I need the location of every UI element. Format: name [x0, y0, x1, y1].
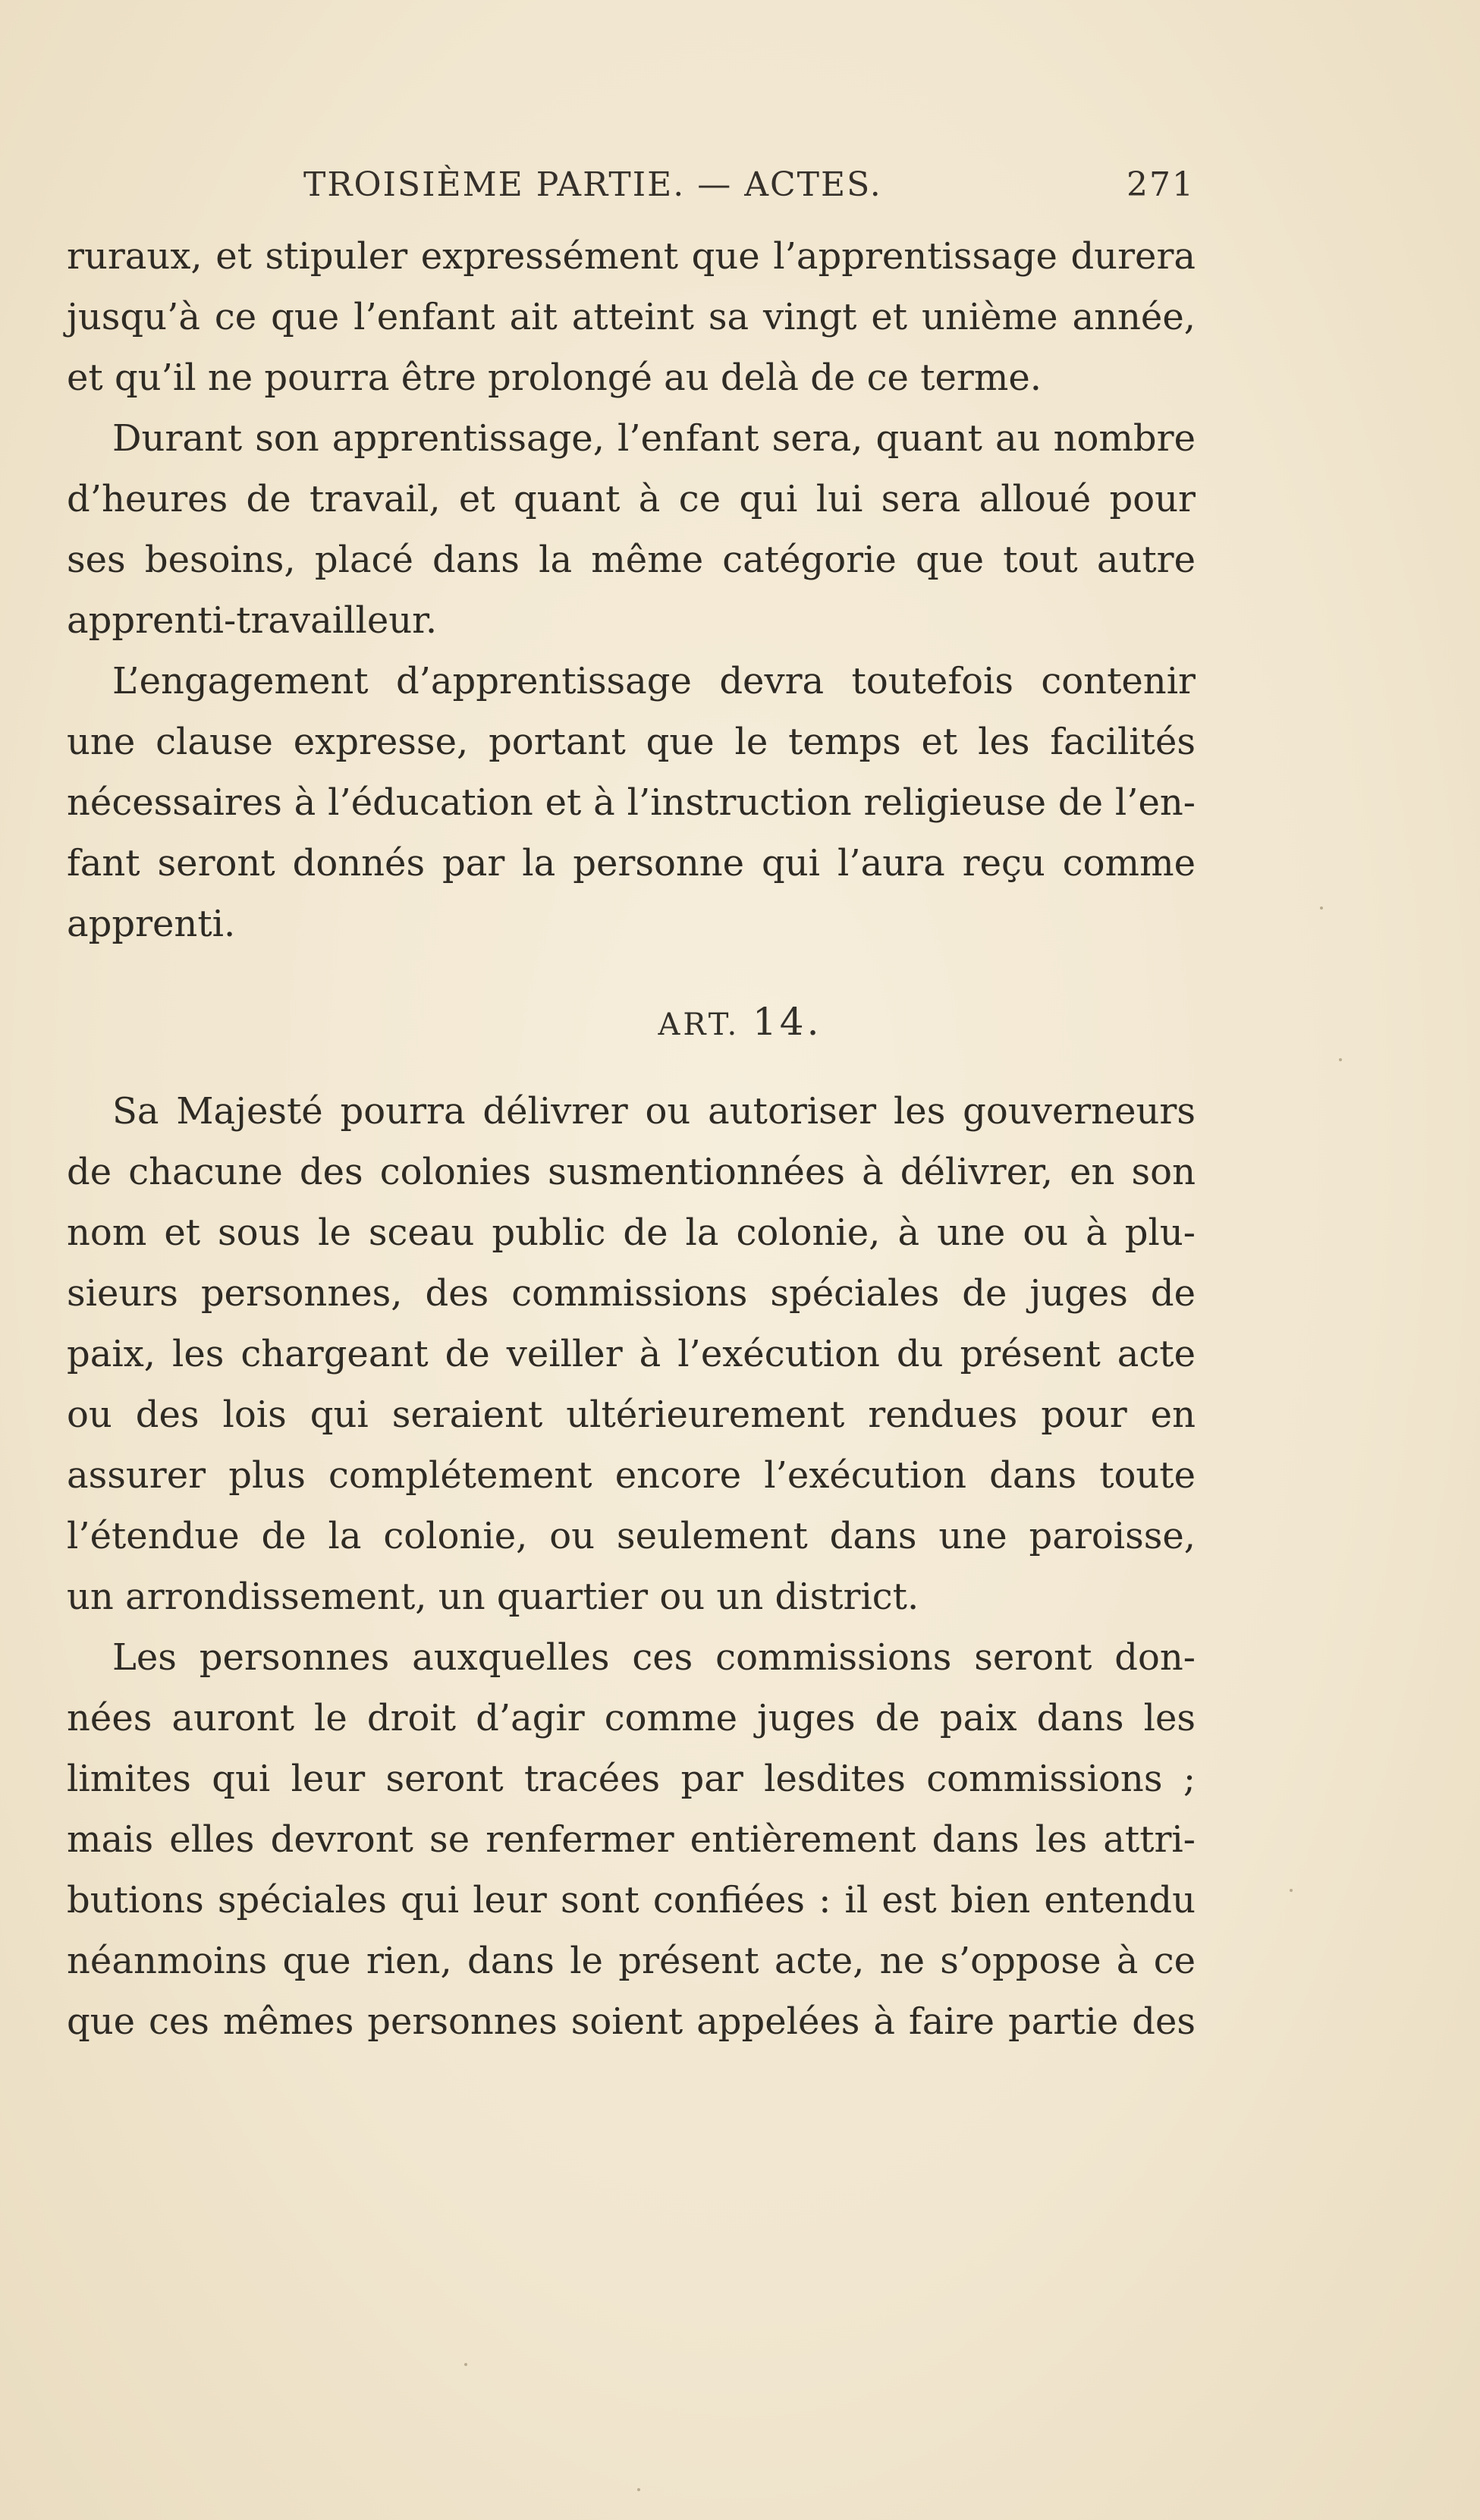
text-line: fant seront donnés par la personne qui l’aura reçu comme	[67, 842, 1196, 885]
text-line: ou des lois qui seraient ultérieurement rendues pour en	[67, 1394, 1196, 1436]
text-line: et qu’il ne pourra être prolongé au delà de ce terme.	[67, 357, 1042, 399]
article-label: ART.	[658, 1007, 740, 1042]
paper-speck	[464, 2363, 467, 2366]
paper-speck	[1320, 907, 1323, 910]
text-line: ruraux, et stipuler expressément que l’apprentissage durera	[67, 235, 1196, 278]
text-line: l’étendue de la colonie, ou seulement dans une paroisse,	[67, 1515, 1196, 1557]
text-block-lower	[67, 1081, 1196, 2052]
text-line: de chacune des colonies susmentionnées à délivrer, en son	[67, 1151, 1196, 1193]
paper-speck	[637, 2488, 640, 2491]
text-line: Durant son apprentissage, l’enfant sera, quant au nombre	[112, 417, 1196, 460]
running-title: TROISIÈME PARTIE. — ACTES.	[303, 165, 882, 204]
running-header	[303, 165, 1195, 211]
article-heading	[0, 1000, 1480, 1044]
text-line: limites qui leur seront tracées par lesdites commissions ;	[67, 1758, 1196, 1800]
text-line: un arrondissement, un quartier ou un district.	[67, 1576, 919, 1618]
text-line: nom et sous le sceau public de la colonie, à une ou à plu-	[67, 1211, 1196, 1254]
text-line: apprenti.	[67, 903, 236, 945]
text-line: mais elles devront se renfermer entièrement dans les attri-	[67, 1818, 1196, 1861]
text-line: nécessaires à l’éducation et à l’instruction religieuse de l’en-	[67, 781, 1196, 824]
text-line: assurer plus complétement encore l’exécution dans toute	[67, 1454, 1196, 1497]
text-block-upper	[67, 226, 1196, 954]
text-line: Sa Majesté pourra délivrer ou autoriser les gouverneurs	[112, 1090, 1196, 1133]
text-line: Les personnes auxquelles ces commissions seront don-	[112, 1636, 1196, 1679]
text-line: néanmoins que rien, dans le présent acte, ne s’oppose à ce	[67, 1940, 1196, 1982]
text-line: L’engagement d’apprentissage devra toutefois contenir	[112, 660, 1196, 702]
article-number: 14.	[753, 1000, 822, 1044]
paper-speck	[1339, 1058, 1342, 1061]
paper-speck	[1290, 1889, 1293, 1892]
text-line: nées auront le droit d’agir comme juges de paix dans les	[67, 1697, 1196, 1739]
text-line: ses besoins, placé dans la même catégorie que tout autre	[67, 539, 1196, 581]
text-line: paix, les chargeant de veiller à l’exécution du présent acte	[67, 1333, 1196, 1375]
text-line: une clause expresse, portant que le temps et les facilités	[67, 721, 1196, 763]
text-line: que ces mêmes personnes soient appelées à faire partie des	[67, 2000, 1196, 2043]
text-line: jusqu’à ce que l’enfant ait atteint sa vingt et unième année,	[67, 296, 1196, 338]
text-line: butions spéciales qui leur sont confiées : il est bien entendu	[67, 1879, 1196, 1921]
text-line: apprenti-travailleur.	[67, 599, 438, 642]
text-line: sieurs personnes, des commissions spéciales de juges de	[67, 1272, 1196, 1315]
page-number: 271	[1126, 165, 1195, 204]
text-line: d’heures de travail, et quant à ce qui lui sera alloué pour	[67, 478, 1196, 520]
